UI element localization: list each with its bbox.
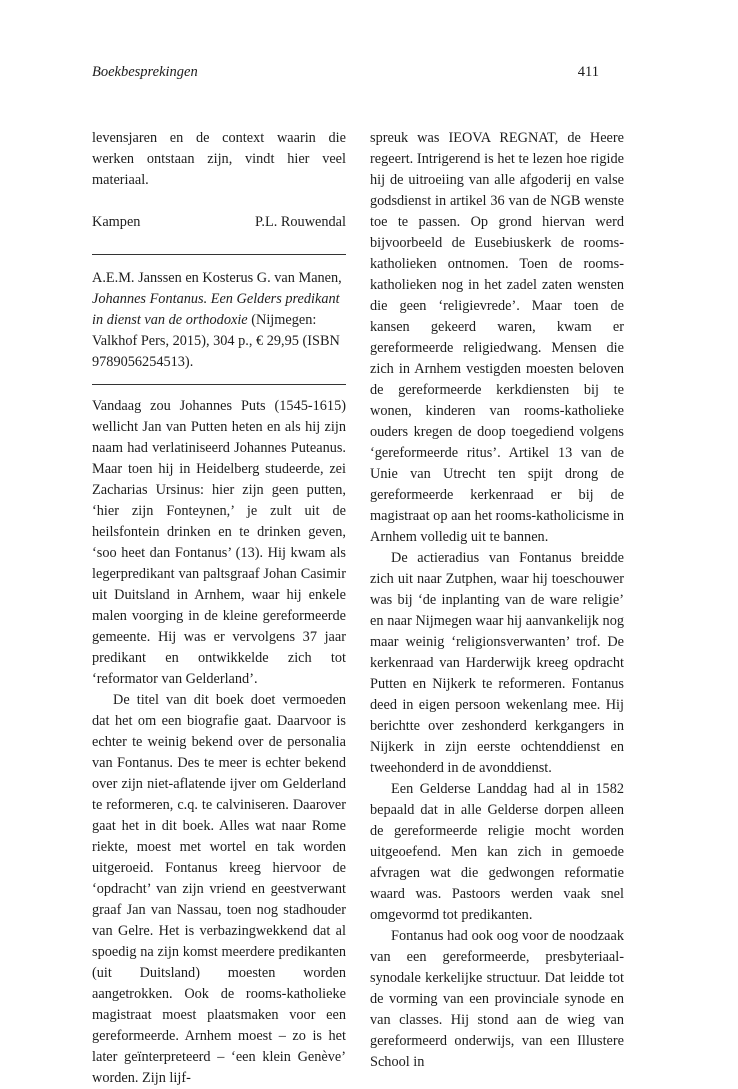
- review-paragraph: Vandaag zou Johannes Puts (1545-1615) wellicht Jan van Putten heten en als hij zijn naam had verlatiniseerd Johannes Puteanus. Maar toen hij in Heidelberg studeerde, zei Zacharias Ursinus: hier zijn geen putten, ‘hier zijn Fonteynen,’ je zult uit de heilsfontein drinken en te drinken geven, ‘soo heet dan Fontanus’ (13). Hij kwam als legerpredikant van paltsgraaf Johan Casimir uit Duitsland in Arnhem, waar hij enkele malen voorging in de kleine gereformeerde gemeente. Hij was er vervolgens 37 jaar predikant en ontwikkelde zich tot ‘reformator van Gelderland’.: [92, 398, 346, 687]
- page-number: 411: [577, 64, 599, 80]
- previous-review-closing: levensjaren en de context waarin die werken ontstaan zijn, vindt hier veel materiaal.: [92, 130, 346, 188]
- left-column: [92, 128, 346, 1089]
- divider-top: [92, 254, 346, 255]
- book-citation: [92, 268, 346, 373]
- running-header: [92, 64, 599, 86]
- divider-bottom: [92, 384, 346, 385]
- signoff-place: Kampen: [92, 214, 141, 230]
- book-authors: A.E.M. Janssen en Kosterus G. van Manen,: [92, 270, 342, 286]
- right-column: [370, 128, 624, 1073]
- review-paragraph: De titel van dit boek doet vermoeden dat het om een biografie gaat. Daarvoor is echter te weinig bekend over de personalia van Fontanus. Des te meer is echter bekend over zijn niet-aflatende ijver om Gelderland te reformeren, c.q. te calviniseren. Daarover gaat het in dit boek. Alles wat naar Rome riekte, moest met wortel en tak worden uitgeroeid. Fontanus kreeg hiervoor de ‘opdracht’ van zijn vriend en geestverwant graaf Jan van Nassau, toen nog stadhouder van Gelre. Het is verbazingwekkend dat al spoedig na zijn komst meerdere predikanten (uit Duitsland) moesten worden aangetrokken. Ook de rooms-katholieke magistraat moest plaatsmaken voor een gereformeerde. Arnhem moest – zo is het later geïnterpreteerd – ‘een klein Genève’ worden. Zijn lijf-: [92, 692, 346, 1086]
- review-signoff: [92, 212, 346, 233]
- review-body-left: [92, 396, 346, 1089]
- review-paragraph: Fontanus had ook oog voor de noodzaak van een gereformeerde, presbyteriaal-synodale kerkelijke structuur. Dat leidde tot de vorming van een provinciale synode en van classes. Hij stond aan de wieg van gereformeerd onderwijs, van een Illustere School in: [370, 928, 624, 1070]
- review-paragraph: Een Gelderse Landdag had al in 1582 bepaald dat in alle Gelderse dorpen alleen de gereformeerde religie mocht worden uitgeoefend. Men kan zich in gemoede afvragen wat die gedwongen reformatie waard was. Pastoors werden vaak snel omgevormd tot predikanten.: [370, 781, 624, 923]
- signoff-reviewer: P.L. Rouwendal: [255, 214, 346, 230]
- book-publication: (Nijmegen: Valkhof Pers, 2015), 304 p., € 29,95 (ISBN 9789056254513).: [92, 312, 340, 370]
- section-title: Boekbesprekingen: [92, 64, 198, 80]
- book-title: Johannes Fontanus. Een Gelders predikant in dienst van de orthodoxie: [92, 291, 340, 328]
- review-paragraph: spreuk was IEOVA REGNAT, de Heere regeert. Intrigerend is het te lezen hoe rigide hij de uitroeiing van alle afgoderij en valse godsdienst in artikel 36 van de NGB wenste toe te passen. Op grond hiervan werd bijvoorbeeld de Eusebiuskerk de rooms-katholieken ontnomen. Toen de rooms-katholieken nog in het zadel zaten wensten die geen ‘religievrede’. Maar toen de kansen gekeerd waren, kwam er gereformeerde religiedwang. Mensen die zich in Arnhem vestigden moesten beloven de gereformeerde kerkdiensten bij te wonen, kinderen van rooms-katholieke ouders kregen de doop toegediend volgens ‘gereformeerde ritus’. Artikel 13 van de Unie van Utrecht ten spijt drong de gereformeerde kerkenraad er bij de magistraat op aan het rooms-katholicisme in Arnhem volledig uit te bannen.: [370, 130, 624, 545]
- review-paragraph: De actieradius van Fontanus breidde zich uit naar Zutphen, waar hij toeschouwer was bij ‘de inplanting van de ware religie’ en naar Nijmegen waar hij aanvankelijk nog maar weinig ‘religionsverwanten’ trof. De kerkenraad van Harderwijk kreeg opdracht Putten en Nijkerk te reformeren. Fontanus deed in eigen persoon wekenlang mee. Hij berichtte over zeshonderd kerkgangers in Nijkerk in zijn eerste ochtenddienst en tweehonderd in de avonddienst.: [370, 550, 624, 776]
